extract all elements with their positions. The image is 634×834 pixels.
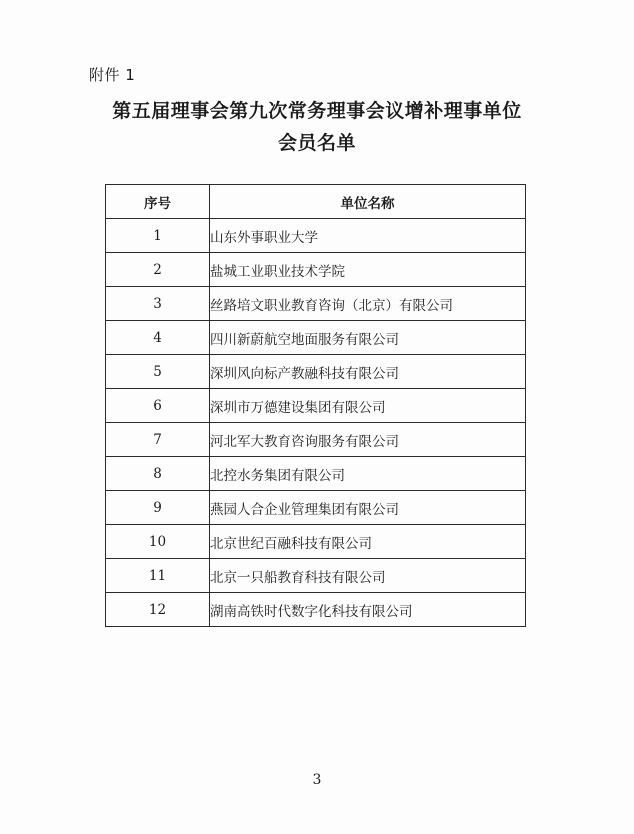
annex-label: 附件 1 [89, 66, 136, 84]
row-unit-name: 北京世纪百融科技有限公司 [210, 525, 526, 559]
row-number: 7 [106, 423, 210, 457]
member-table [105, 184, 526, 627]
row-number: 4 [106, 321, 210, 355]
table-row [106, 321, 526, 355]
row-number: 12 [106, 593, 210, 627]
row-unit-name: 山东外事职业大学 [210, 219, 526, 253]
row-number: 5 [106, 355, 210, 389]
header-serial-number: 序号 [106, 185, 210, 219]
row-number: 8 [106, 457, 210, 491]
table-row [106, 423, 526, 457]
table-row [106, 287, 526, 321]
header-unit-name: 单位名称 [210, 185, 526, 219]
table-header-row [106, 185, 526, 219]
row-unit-name: 北京一只船教育科技有限公司 [210, 559, 526, 593]
table-row [106, 593, 526, 627]
table-row [106, 525, 526, 559]
table-row [106, 253, 526, 287]
table-row [106, 559, 526, 593]
table-row [106, 355, 526, 389]
row-unit-name: 四川新蔚航空地面服务有限公司 [210, 321, 526, 355]
table-row [106, 219, 526, 253]
row-unit-name: 湖南高铁时代数字化科技有限公司 [210, 593, 526, 627]
row-unit-name: 丝路培文职业教育咨询（北京）有限公司 [210, 287, 526, 321]
row-number: 10 [106, 525, 210, 559]
row-number: 1 [106, 219, 210, 253]
document-title-line-1: 第五届理事会第九次常务理事会议增补理事单位 [112, 100, 522, 122]
row-unit-name: 深圳市万德建设集团有限公司 [210, 389, 526, 423]
row-unit-name: 河北军大教育咨询服务有限公司 [210, 423, 526, 457]
table-row [106, 457, 526, 491]
document-title-line-2: 会员名单 [277, 132, 356, 154]
row-number: 3 [106, 287, 210, 321]
row-number: 2 [106, 253, 210, 287]
table-row [106, 389, 526, 423]
row-number: 9 [106, 491, 210, 525]
row-number: 6 [106, 389, 210, 423]
row-unit-name: 北控水务集团有限公司 [210, 457, 526, 491]
row-unit-name: 盐城工业职业技术学院 [210, 253, 526, 287]
table-row [106, 491, 526, 525]
row-unit-name: 深圳风向标产教融科技有限公司 [210, 355, 526, 389]
row-unit-name: 燕园人合企业管理集团有限公司 [210, 491, 526, 525]
row-number: 11 [106, 559, 210, 593]
page-number: 3 [312, 772, 322, 788]
